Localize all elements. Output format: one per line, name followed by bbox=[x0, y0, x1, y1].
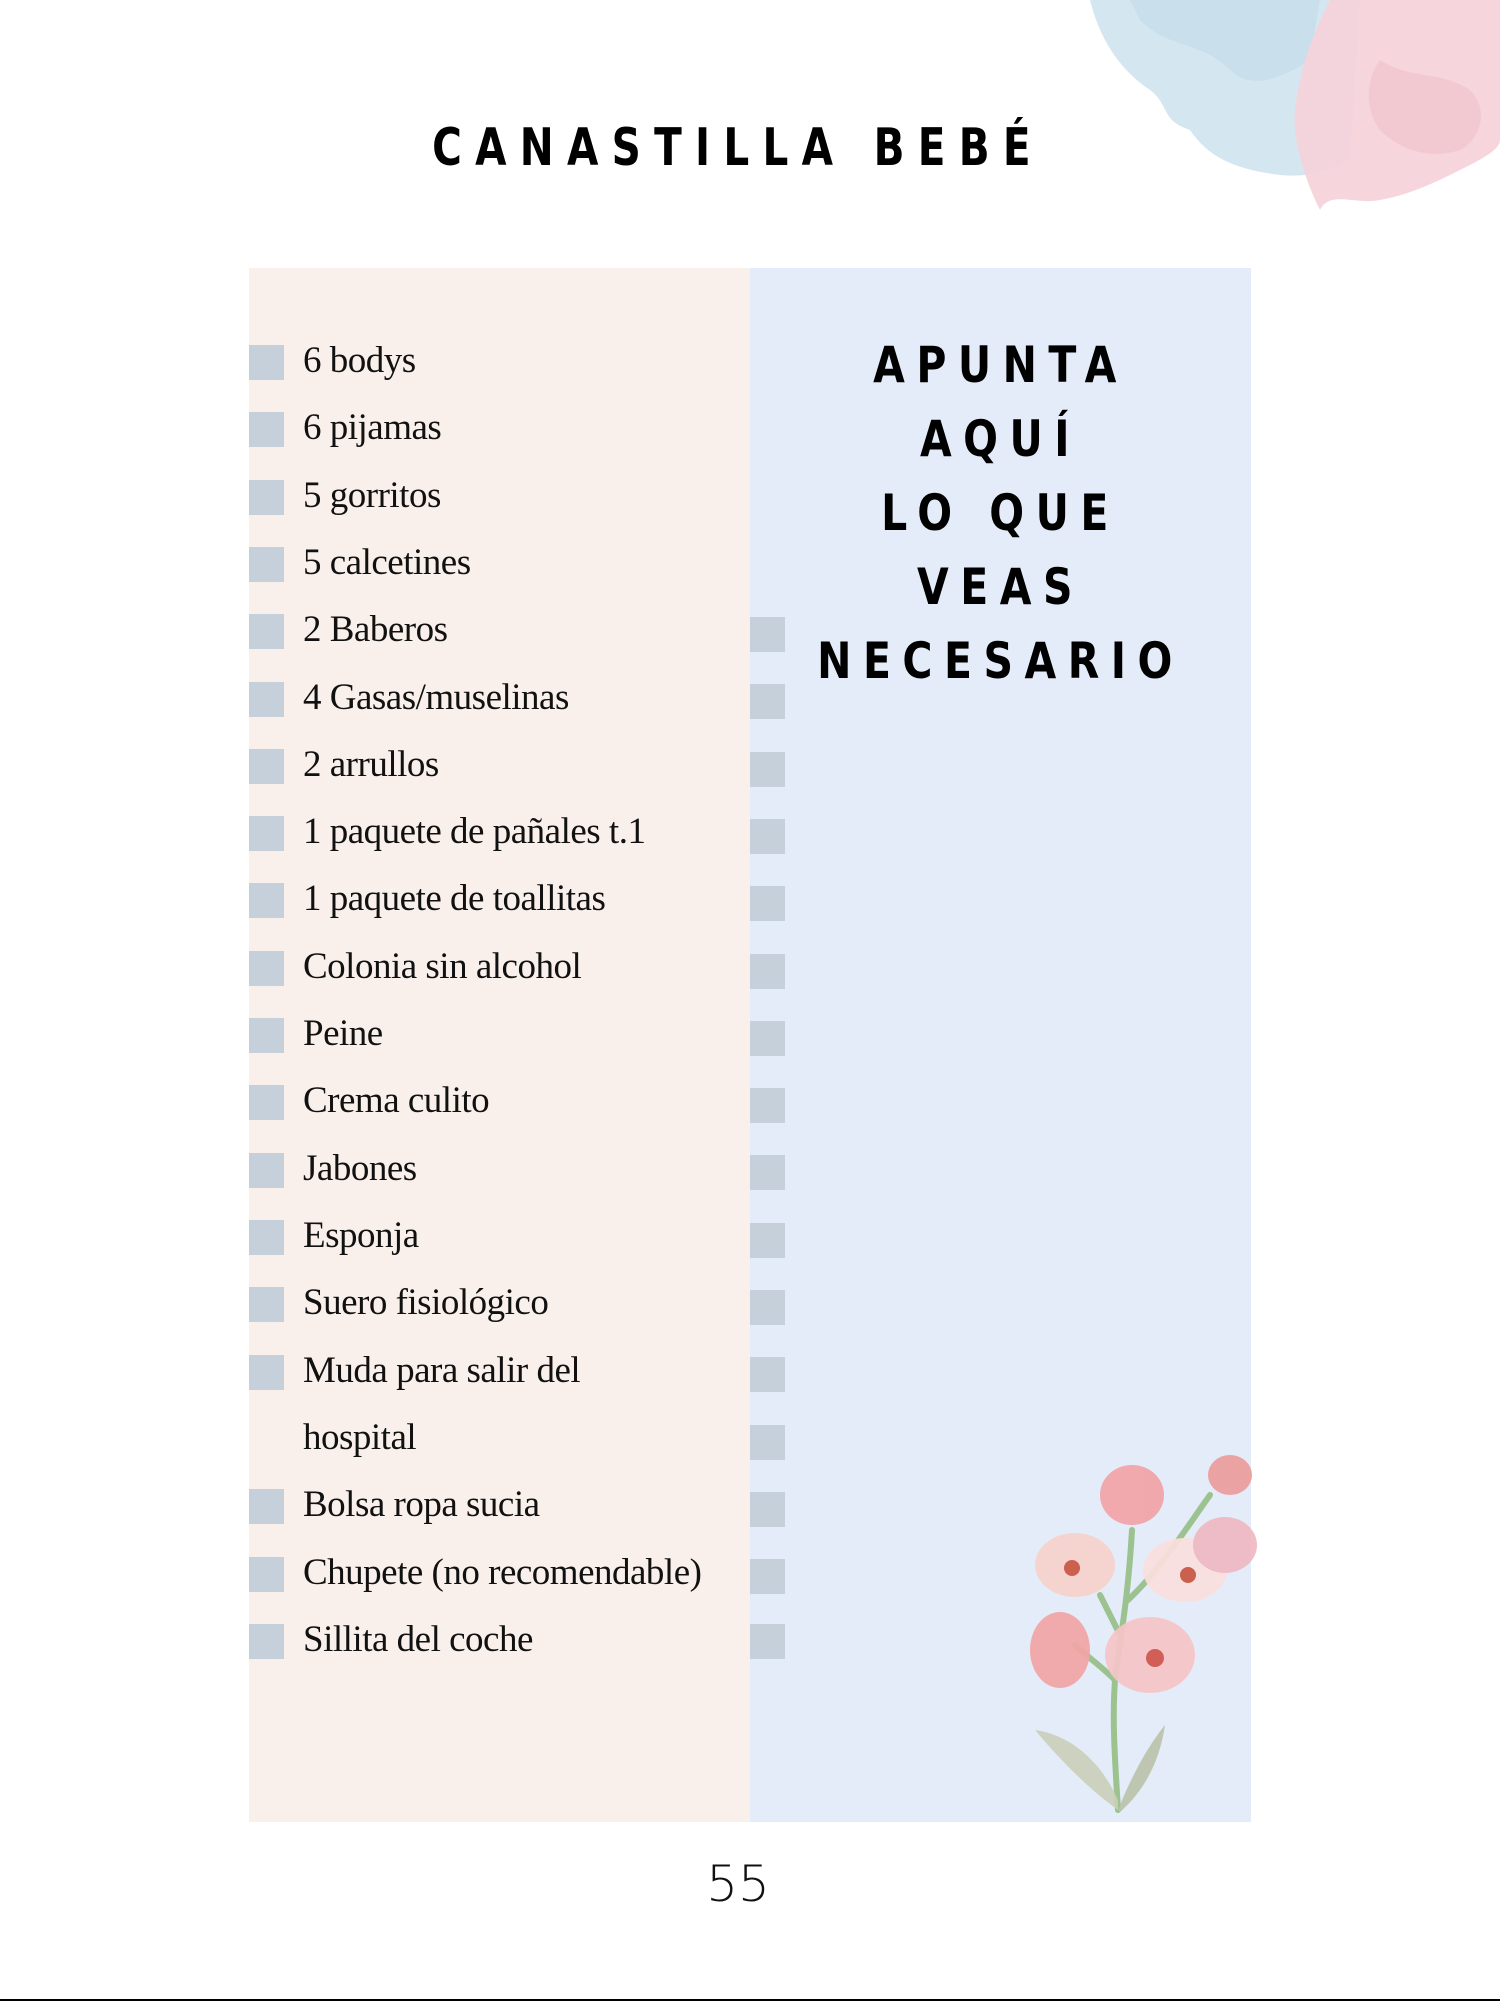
checkbox[interactable] bbox=[249, 1624, 284, 1659]
item-label: 2 Baberos bbox=[303, 609, 448, 650]
checkbox[interactable] bbox=[249, 1557, 284, 1592]
checklist-item bbox=[249, 1350, 769, 1391]
notes-checkbox[interactable] bbox=[750, 1155, 785, 1190]
notes-checkbox[interactable] bbox=[750, 684, 785, 719]
notes-heading-line: LO QUE VEAS bbox=[881, 484, 1120, 616]
checklist-item bbox=[249, 1148, 769, 1189]
notes-checkbox[interactable] bbox=[750, 752, 785, 787]
checkbox[interactable] bbox=[249, 951, 284, 986]
notes-checkbox[interactable] bbox=[750, 886, 785, 921]
notes-checkbox[interactable] bbox=[750, 1223, 785, 1258]
notes-checkbox[interactable] bbox=[750, 954, 785, 989]
notes-checkbox[interactable] bbox=[750, 617, 785, 652]
checklist-item bbox=[249, 946, 769, 987]
notes-checkbox[interactable] bbox=[750, 1492, 785, 1527]
checkbox[interactable] bbox=[249, 480, 284, 515]
checkbox[interactable] bbox=[249, 1220, 284, 1255]
item-label: Jabones bbox=[303, 1148, 417, 1189]
checklist-item bbox=[249, 1282, 769, 1323]
notes-checkbox[interactable] bbox=[750, 1559, 785, 1594]
item-label: 5 gorritos bbox=[303, 475, 441, 516]
checklist-item bbox=[249, 340, 769, 381]
checklist-item bbox=[249, 811, 769, 852]
notes-checkbox[interactable] bbox=[750, 1357, 785, 1392]
checkbox[interactable] bbox=[249, 1355, 284, 1390]
item-label: Colonia sin alcohol bbox=[303, 946, 582, 987]
checklist-item bbox=[249, 1619, 769, 1660]
page-number: 55 bbox=[706, 1855, 770, 1913]
checklist-item bbox=[249, 475, 769, 516]
checklist-item bbox=[249, 1080, 769, 1121]
checkbox[interactable] bbox=[249, 1085, 284, 1120]
item-label: 2 arrullos bbox=[303, 744, 439, 785]
item-label: Esponja bbox=[303, 1215, 419, 1256]
checkbox[interactable] bbox=[249, 1489, 284, 1524]
checklist-item bbox=[249, 1215, 769, 1256]
checkbox[interactable] bbox=[249, 412, 284, 447]
flower-bouquet-icon bbox=[1020, 1440, 1260, 1825]
notes-checkbox[interactable] bbox=[750, 1088, 785, 1123]
notes-checkbox[interactable] bbox=[750, 1624, 785, 1659]
item-label: 5 calcetines bbox=[303, 542, 471, 583]
item-label: 6 pijamas bbox=[303, 407, 442, 448]
checkbox[interactable] bbox=[249, 1018, 284, 1053]
checklist-item bbox=[249, 609, 769, 650]
item-label: 1 paquete de pañales t.1 bbox=[303, 811, 646, 852]
item-label: Muda para salir del bbox=[303, 1350, 581, 1391]
checkbox[interactable] bbox=[249, 682, 284, 717]
item-label: Suero fisiológico bbox=[303, 1282, 549, 1323]
notes-checkbox[interactable] bbox=[750, 819, 785, 854]
checkbox[interactable] bbox=[249, 547, 284, 582]
checklist-item bbox=[249, 677, 769, 718]
checklist-item bbox=[249, 542, 769, 583]
item-label: Sillita del coche bbox=[303, 1619, 533, 1660]
item-label: 6 bodys bbox=[303, 340, 416, 381]
checklist-item bbox=[249, 878, 769, 919]
notes-checkbox[interactable] bbox=[750, 1290, 785, 1325]
checkbox[interactable] bbox=[249, 345, 284, 380]
checklist-item bbox=[249, 1013, 769, 1054]
item-label: Crema culito bbox=[303, 1080, 490, 1121]
item-label: hospital bbox=[303, 1417, 417, 1458]
notes-checkbox[interactable] bbox=[750, 1425, 785, 1460]
watercolor-splash-icon bbox=[1080, 0, 1500, 230]
page-title: CANASTILLA BEBÉ bbox=[432, 118, 1044, 178]
checklist-item bbox=[249, 1552, 769, 1593]
checkbox[interactable] bbox=[249, 614, 284, 649]
item-label: Chupete (no recomendable) bbox=[303, 1552, 702, 1593]
checkbox[interactable] bbox=[249, 883, 284, 918]
checklist-item bbox=[249, 407, 769, 448]
item-label: Peine bbox=[303, 1013, 383, 1054]
item-label: 4 Gasas/muselinas bbox=[303, 677, 569, 718]
checkbox[interactable] bbox=[249, 1287, 284, 1322]
item-label: Bolsa ropa sucia bbox=[303, 1484, 540, 1525]
checklist-item bbox=[249, 1484, 769, 1525]
checklist-item bbox=[249, 744, 769, 785]
checkbox[interactable] bbox=[249, 1153, 284, 1188]
item-label: 1 paquete de toallitas bbox=[303, 878, 606, 919]
checkbox[interactable] bbox=[249, 816, 284, 851]
checklist-item-continuation bbox=[249, 1417, 769, 1458]
notes-checkbox[interactable] bbox=[750, 1021, 785, 1056]
notes-heading bbox=[750, 328, 1251, 698]
checkbox[interactable] bbox=[249, 749, 284, 784]
notes-heading-line: APUNTA AQUÍ bbox=[873, 336, 1128, 468]
notes-heading-line: NECESARIO bbox=[817, 632, 1184, 690]
